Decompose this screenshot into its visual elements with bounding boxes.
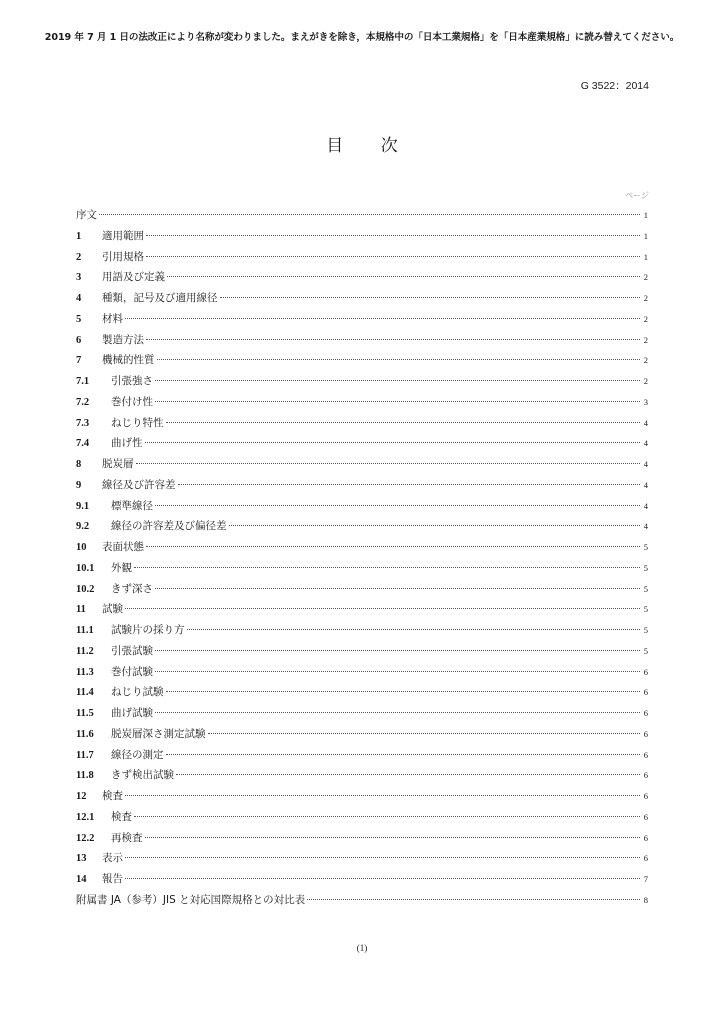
toc-entry-label: 材料: [102, 312, 123, 325]
toc-entry-number: 10: [76, 542, 87, 553]
toc-entry-number: 10.1: [76, 562, 95, 574]
toc-entry-label: ねじり試験: [111, 686, 164, 699]
toc-entry-number: 6: [76, 334, 82, 346]
toc-entry-number: 1: [76, 230, 82, 242]
toc-entry-number: 7.4: [76, 438, 90, 450]
page-number-footer: (1): [356, 943, 368, 953]
toc-entry-number: 5: [76, 313, 82, 325]
toc-entry-page: 6: [643, 832, 648, 843]
toc-entry-page: 6: [643, 687, 648, 698]
toc-entry-label: きず検出試験: [111, 769, 174, 782]
toc-leader-dots: [125, 857, 640, 858]
toc-entry-page: 1: [643, 230, 648, 241]
toc-entry-page: 1: [643, 210, 648, 220]
toc-leader-dots: [187, 629, 641, 630]
toc-entry-label: 試験片の採り方: [111, 624, 185, 636]
toc-entry-number: 7.2: [76, 396, 90, 408]
toc-leader-dots: [134, 567, 640, 568]
toc-entry-page: 6: [643, 770, 648, 781]
toc-leader-dots: [99, 214, 640, 215]
toc-entry-page: 4: [643, 459, 648, 469]
toc-leader-dots: [146, 235, 640, 236]
toc-entry-label: 報告: [102, 873, 123, 885]
toc-entry-number: 11.5: [76, 708, 94, 719]
toc-entry[interactable]: [76, 765, 648, 786]
toc-entry-number: 13: [76, 853, 87, 865]
amendment-notice: 2019 年 7 月 1 日の法改正により名称が変わりました。まえがきを除き，本規格中の「日本工業規格」を「日本産業規格」に読み替えてください。: [44, 32, 680, 43]
toc-entry-number: 12: [76, 791, 87, 802]
toc-entry-page: 4: [643, 417, 648, 428]
toc-leader-dots: [220, 297, 641, 298]
toc-entry-number: 7.1: [76, 376, 90, 387]
toc-entry[interactable]: [76, 848, 648, 869]
toc-entry[interactable]: [76, 371, 648, 392]
toc-entry-number: 10.2: [76, 583, 95, 595]
toc-leader-dots: [155, 588, 640, 589]
toc-entry-page: 3: [643, 396, 648, 407]
toc-entry-page: 5: [643, 542, 648, 552]
standard-number: G 3522：2014: [580, 80, 649, 92]
toc-entry[interactable]: [76, 890, 648, 911]
toc-entry-label: 再検査: [111, 831, 143, 844]
toc-leader-dots: [229, 525, 641, 526]
toc-entry-label: 脱炭層: [102, 458, 134, 470]
toc-entry-label: 序文: [76, 209, 97, 221]
toc-entry-label: 種類，記号及び適用線径: [102, 292, 218, 304]
toc-entry[interactable]: [76, 703, 648, 724]
toc-entry[interactable]: [76, 682, 648, 703]
toc-entry-label: 製造方法: [102, 333, 144, 346]
toc-entry[interactable]: [76, 558, 648, 579]
toc-leader-dots: [155, 505, 640, 506]
toc-entry-number: 11.1: [76, 625, 94, 636]
toc-leader-dots: [208, 733, 641, 734]
toc-entry-label: 表面状態: [102, 541, 144, 553]
toc-leader-dots: [155, 380, 640, 381]
toc-leader-dots: [145, 837, 641, 838]
toc-entry-label: 曲げ性: [111, 437, 143, 450]
toc-entry-number: 11.7: [76, 749, 94, 761]
toc-entry-number: 11.2: [76, 645, 94, 657]
toc-entry-page: 5: [643, 625, 648, 635]
toc-entry-label: 引張試験: [111, 644, 153, 657]
toc-leader-dots: [146, 339, 640, 340]
toc-entry[interactable]: [76, 267, 648, 288]
toc-entry-label: 機械的性質: [102, 354, 155, 367]
toc-entry-label: 巻付け性: [111, 395, 153, 408]
toc-leader-dots: [157, 359, 641, 360]
toc-entry-number: 4: [76, 293, 82, 304]
toc-leader-dots: [125, 795, 640, 796]
toc-entry-page: 6: [643, 811, 648, 822]
toc-entry-label: 曲げ試験: [111, 707, 153, 719]
toc-leader-dots: [167, 276, 640, 277]
toc-leader-dots: [307, 899, 640, 900]
toc-entry-label: 検査: [102, 790, 123, 802]
toc-entry-number: 8: [76, 459, 82, 470]
toc-entry-number: 14: [76, 874, 87, 885]
toc-entry-page: 4: [643, 521, 648, 532]
toc-entry-label: 用語及び定義: [102, 271, 165, 284]
toc-entry-number: 11: [76, 604, 86, 616]
toc-entry[interactable]: [76, 475, 648, 496]
toc-leader-dots: [155, 401, 640, 402]
toc-leader-dots: [166, 754, 641, 755]
toc-entry-page: 2: [643, 293, 648, 303]
toc-entry[interactable]: [76, 662, 648, 683]
toc-entry-number: 12.2: [76, 832, 95, 844]
toc-entry-number: 9.1: [76, 500, 90, 512]
toc-leader-dots: [166, 691, 641, 692]
toc-entry-page: 4: [643, 438, 648, 449]
toc-entry[interactable]: [76, 641, 648, 662]
toc-entry-label: 引張強さ: [111, 375, 153, 387]
toc-entry-number: 3: [76, 272, 82, 284]
toc-leader-dots: [125, 878, 640, 879]
toc-entry-page: 2: [643, 376, 648, 386]
toc-leader-dots: [136, 463, 641, 464]
toc-entry-label: 試験: [102, 603, 123, 616]
toc-entry-label: 線径及び許容差: [102, 478, 176, 491]
toc-entry-page: 6: [643, 666, 648, 677]
toc-entry[interactable]: [76, 226, 648, 247]
page-title: 目 次: [326, 136, 414, 156]
toc-entry-number: 7: [76, 355, 82, 367]
toc-entry-page: 2: [643, 313, 648, 324]
toc-entry[interactable]: [76, 309, 648, 330]
toc-leader-dots: [155, 671, 640, 672]
table-of-contents: [76, 205, 648, 911]
toc-entry[interactable]: [76, 869, 648, 890]
toc-entry-label: 検査: [111, 810, 132, 823]
page-column-label: ページ: [625, 191, 649, 200]
toc-entry-page: 2: [643, 334, 648, 345]
toc-leader-dots: [155, 650, 640, 651]
toc-entry[interactable]: [76, 537, 648, 558]
toc-entry-number: 7.3: [76, 417, 90, 429]
toc-entry[interactable]: [76, 828, 648, 849]
toc-entry-page: 5: [643, 562, 648, 573]
toc-entry[interactable]: [76, 205, 648, 226]
toc-entry-label: 標準線径: [111, 499, 153, 512]
toc-leader-dots: [125, 318, 640, 319]
toc-entry-page: 1: [643, 251, 648, 262]
toc-entry-page: 8: [643, 894, 648, 905]
toc-entry[interactable]: [76, 516, 648, 537]
toc-entry-number: 11.8: [76, 770, 94, 782]
toc-entry-page: 6: [643, 728, 648, 739]
toc-entry-number: 2: [76, 251, 82, 263]
toc-entry-label: 脱炭層深さ測定試験: [111, 727, 206, 740]
toc-entry-number: 12.1: [76, 811, 95, 823]
toc-entry[interactable]: [76, 599, 648, 620]
toc-entry-page: 4: [643, 479, 648, 490]
toc-entry-number: 11.6: [76, 728, 94, 740]
toc-entry-page: 6: [643, 853, 648, 864]
toc-entry-page: 5: [643, 604, 648, 615]
toc-entry[interactable]: [76, 433, 648, 454]
toc-entry-label: きず深さ: [111, 582, 153, 595]
toc-entry-label: 適用範囲: [102, 229, 144, 242]
toc-entry-label: 巻付試験: [111, 665, 153, 678]
toc-entry-page: 4: [643, 500, 648, 511]
toc-entry-label: 線径の測定: [111, 748, 164, 761]
toc-entry-label: 附属書 JA（参考）JIS と対応国際規格との対比表: [76, 893, 306, 906]
toc-leader-dots: [146, 546, 640, 547]
toc-leader-dots: [125, 608, 640, 609]
toc-entry-number: 9: [76, 479, 82, 491]
toc-entry-page: 7: [643, 874, 648, 884]
toc-leader-dots: [176, 774, 640, 775]
toc-entry-label: 引用規格: [102, 250, 144, 263]
toc-entry-label: 表示: [102, 852, 123, 865]
toc-entry-label: 外観: [111, 561, 132, 574]
toc-entry-page: 5: [643, 583, 648, 594]
toc-entry-label: ねじり特性: [111, 416, 164, 429]
toc-leader-dots: [166, 422, 641, 423]
toc-entry-page: 2: [643, 272, 648, 283]
toc-entry[interactable]: [76, 454, 648, 475]
toc-leader-dots: [178, 484, 641, 485]
toc-entry-page: 2: [643, 355, 648, 366]
toc-entry[interactable]: [76, 247, 648, 268]
toc-entry[interactable]: [76, 413, 648, 434]
toc-leader-dots: [145, 442, 641, 443]
toc-entry[interactable]: [76, 350, 648, 371]
toc-leader-dots: [146, 256, 640, 257]
toc-entry[interactable]: [76, 288, 648, 309]
toc-entry[interactable]: [76, 330, 648, 351]
toc-entry-page: 6: [643, 791, 648, 801]
toc-entry[interactable]: [76, 579, 648, 600]
toc-entry[interactable]: [76, 807, 648, 828]
toc-entry-number: 11.4: [76, 687, 94, 699]
toc-entry-number: 9.2: [76, 521, 90, 533]
toc-entry-label: 線径の許容差及び偏径差: [111, 520, 227, 533]
toc-leader-dots: [155, 712, 640, 713]
toc-entry[interactable]: [76, 745, 648, 766]
toc-entry-page: 6: [643, 708, 648, 718]
toc-entry[interactable]: [76, 786, 648, 807]
toc-entry[interactable]: [76, 392, 648, 413]
toc-entry[interactable]: [76, 620, 648, 641]
toc-entry[interactable]: [76, 724, 648, 745]
toc-entry[interactable]: [76, 496, 648, 517]
toc-leader-dots: [134, 816, 640, 817]
toc-entry-number: 11.3: [76, 666, 94, 678]
toc-entry-page: 6: [643, 749, 648, 760]
toc-entry-page: 5: [643, 645, 648, 656]
